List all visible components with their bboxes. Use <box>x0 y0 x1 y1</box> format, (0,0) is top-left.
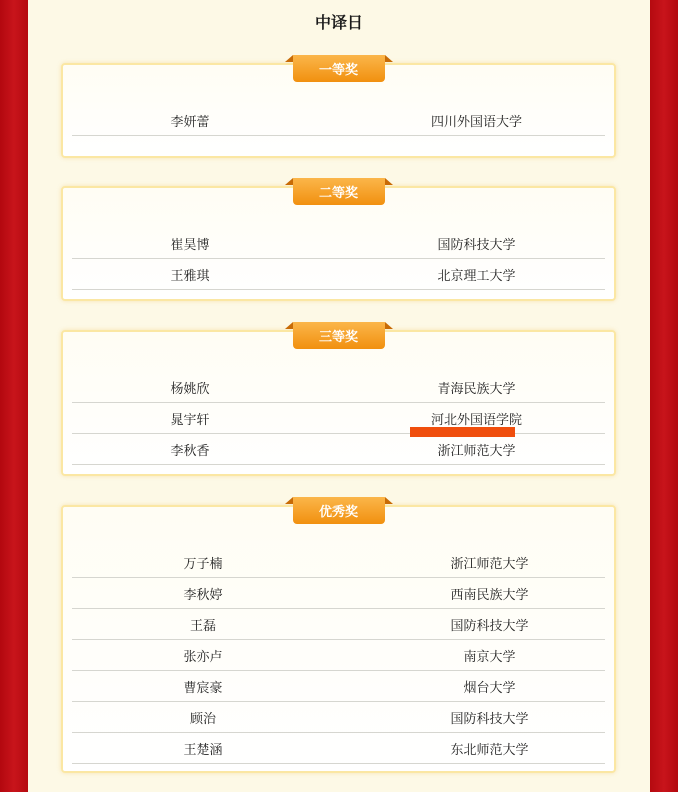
award-ribbon <box>293 178 385 205</box>
winner-school: 浙江师范大学 <box>437 443 516 459</box>
winner-name: 王磊 <box>189 618 216 634</box>
winner-school: 北京理工大学 <box>437 268 516 284</box>
winner-row <box>72 733 605 764</box>
winner-name: 晁宇轩 <box>170 412 210 428</box>
winner-row <box>72 259 605 290</box>
winner-school: 国防科技大学 <box>437 237 516 253</box>
winner-row <box>72 578 605 609</box>
winner-school: 青海民族大学 <box>437 381 516 397</box>
winner-school: 南京大学 <box>463 649 516 665</box>
award-card-excellence-prize <box>61 505 616 773</box>
winner-row <box>72 105 605 136</box>
winner-row <box>72 434 605 465</box>
winner-school: 河北外国语学院 <box>430 412 522 428</box>
award-ribbon <box>293 497 385 524</box>
highlight-marker <box>410 427 515 437</box>
winner-name: 万子楠 <box>183 556 223 572</box>
award-ribbon <box>293 322 385 349</box>
winner-school: 国防科技大学 <box>450 711 529 727</box>
winner-school: 国防科技大学 <box>450 618 529 634</box>
winner-name: 顾治 <box>189 711 216 727</box>
award-label: 三等奖 <box>293 322 385 349</box>
winner-name: 李秋婷 <box>183 587 223 603</box>
winner-name: 王楚涵 <box>183 742 223 758</box>
award-label: 二等奖 <box>293 178 385 205</box>
winner-name: 李秋香 <box>170 443 210 459</box>
winner-row <box>72 372 605 403</box>
winner-name: 曹宸豪 <box>183 680 223 696</box>
award-label: 一等奖 <box>293 55 385 82</box>
winner-school: 四川外国语大学 <box>430 114 522 130</box>
page-title: 中译日 <box>314 13 363 32</box>
award-label: 优秀奖 <box>293 497 385 524</box>
winner-name: 杨姚欣 <box>170 381 210 397</box>
winner-row <box>72 640 605 671</box>
winner-name: 张亦卢 <box>183 649 223 665</box>
winner-name: 王雅琪 <box>170 268 210 284</box>
winner-row <box>72 228 605 259</box>
award-card-third-prize <box>61 330 616 476</box>
winner-school: 东北师范大学 <box>450 742 529 758</box>
award-card-first-prize <box>61 63 616 158</box>
award-card-second-prize <box>61 186 616 301</box>
winner-row <box>72 702 605 733</box>
winner-school: 西南民族大学 <box>450 587 529 603</box>
winner-school: 浙江师范大学 <box>450 556 529 572</box>
winner-row <box>72 609 605 640</box>
winner-name: 崔昊博 <box>170 237 210 253</box>
winner-row <box>72 547 605 578</box>
winner-school: 烟台大学 <box>463 680 516 696</box>
winner-row <box>72 671 605 702</box>
winner-name: 李妍蕾 <box>170 114 210 130</box>
winner-row <box>72 403 605 434</box>
award-ribbon <box>293 55 385 82</box>
